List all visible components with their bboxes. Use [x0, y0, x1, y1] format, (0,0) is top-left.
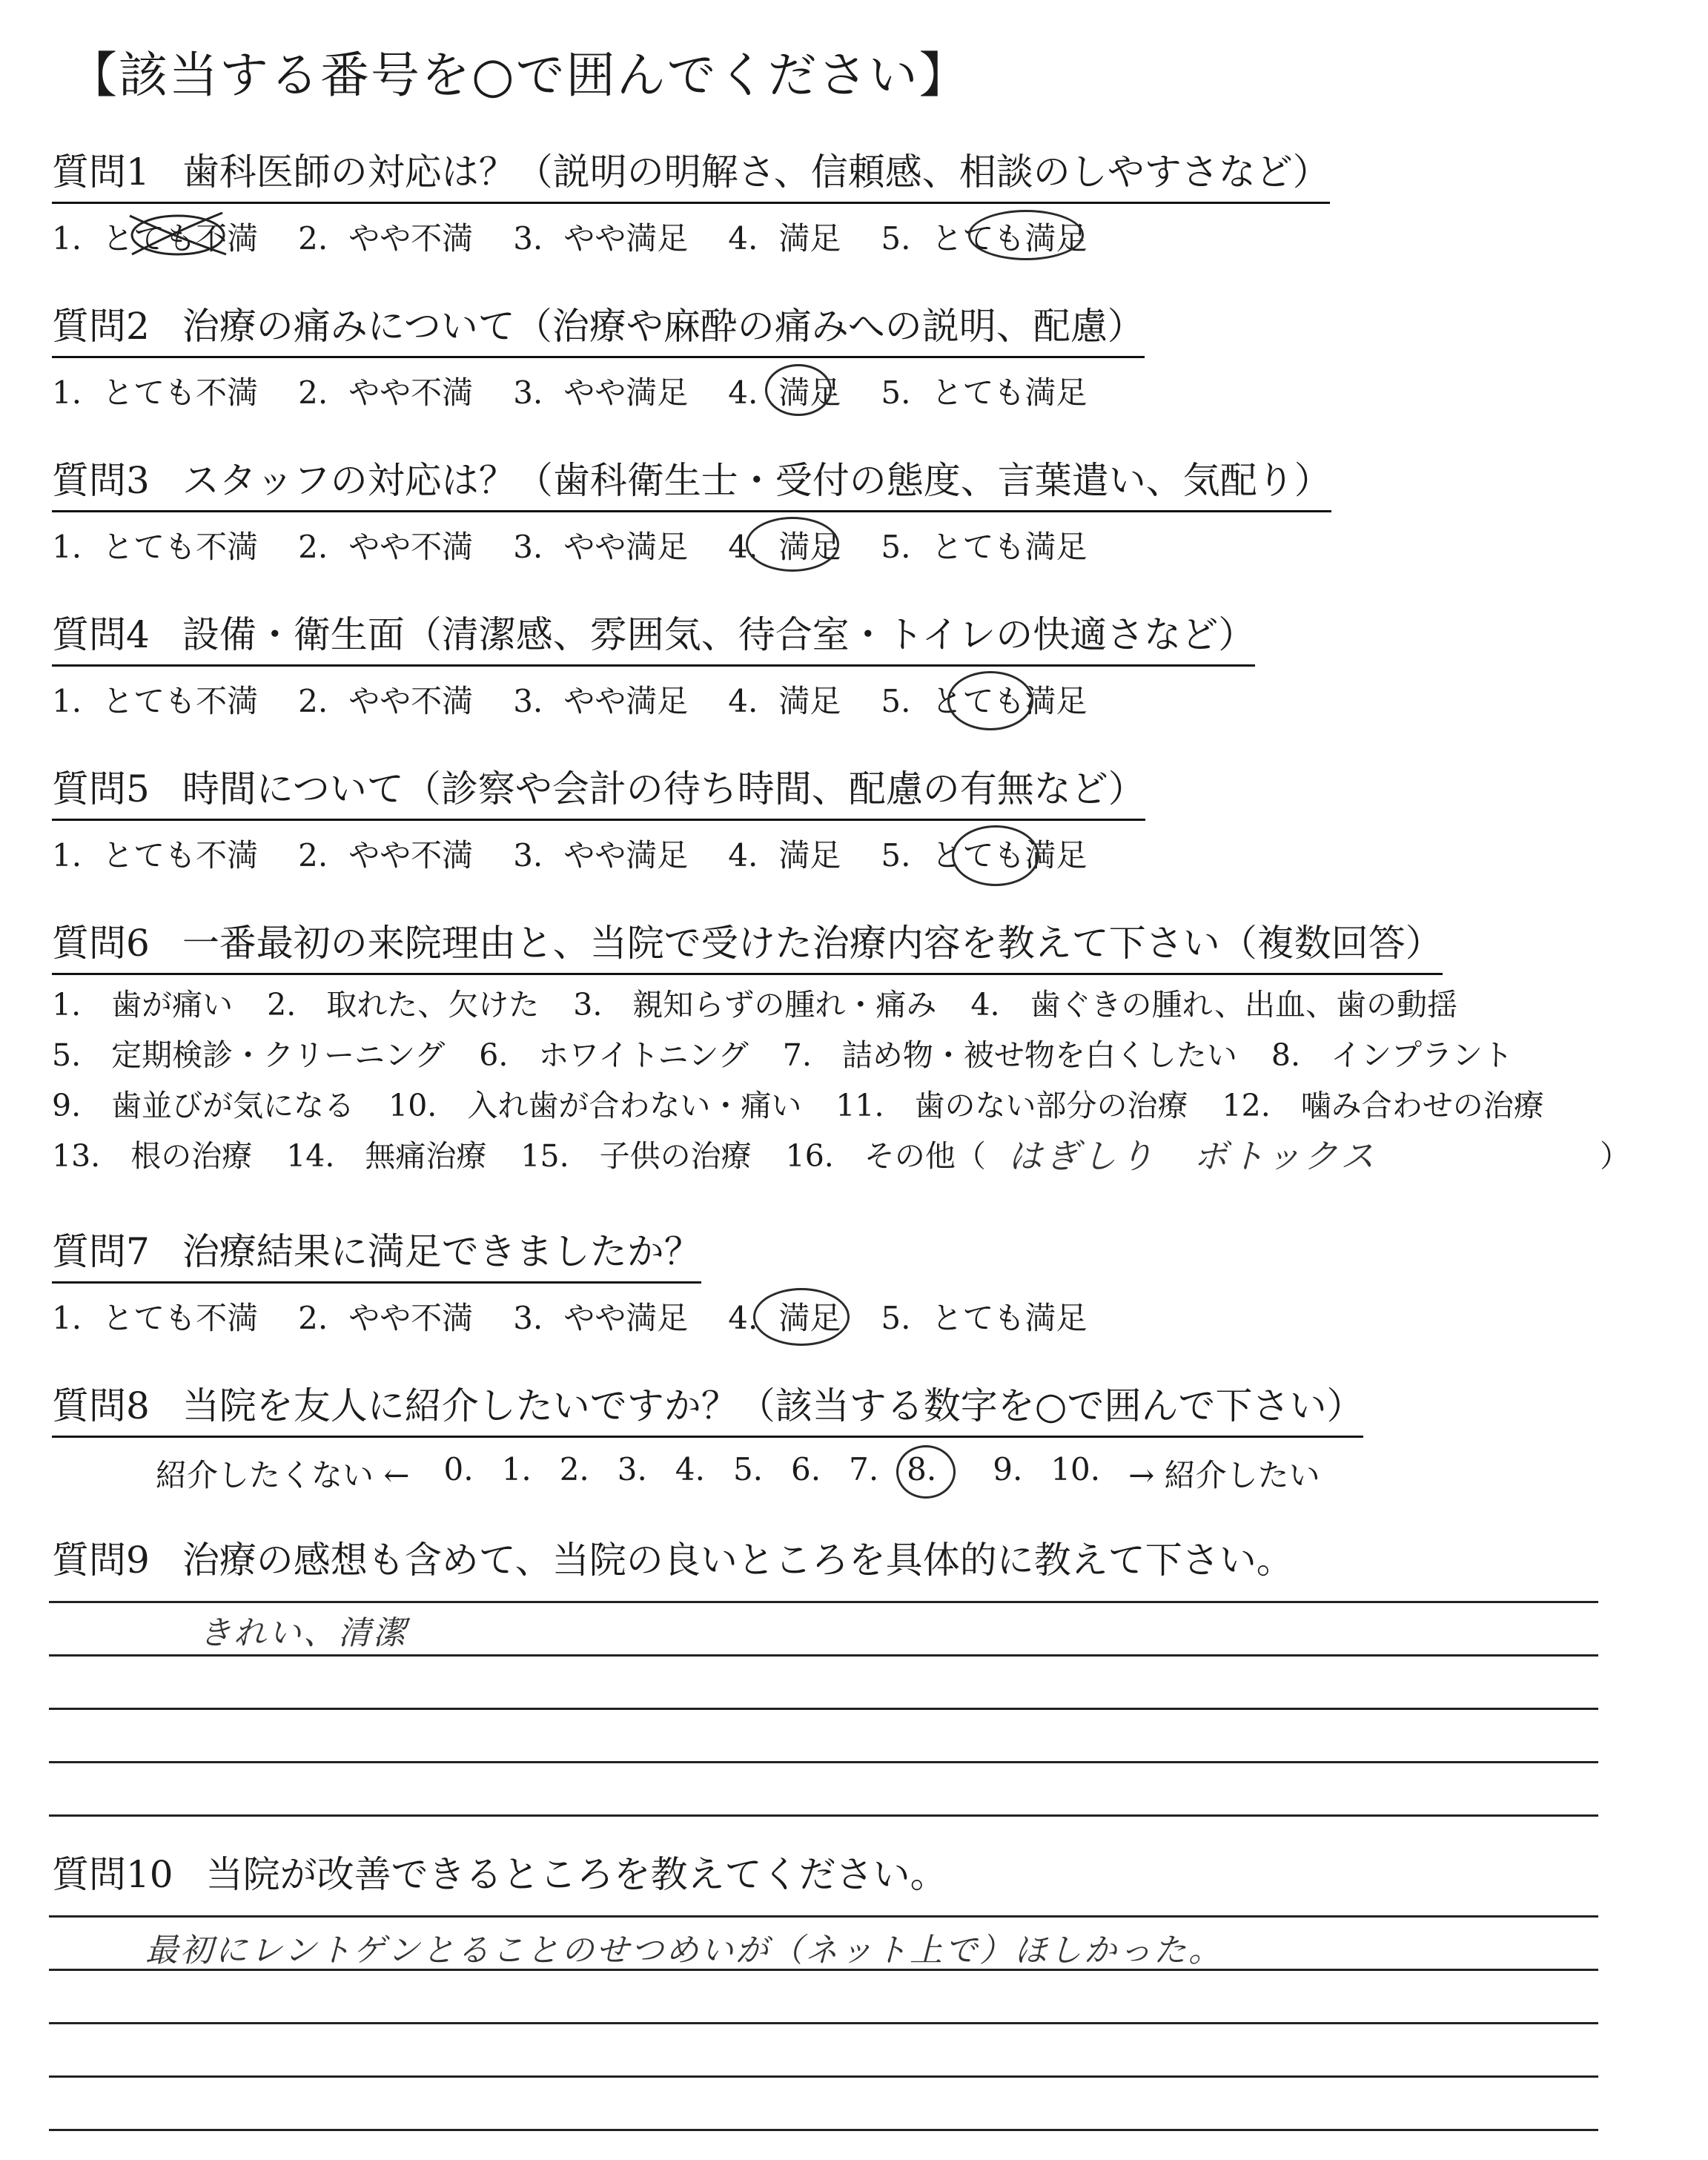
question-text: 一番最初の来院理由と、当院で受けた治療内容を教えて下さい（複数回答）: [182, 922, 1443, 965]
scale-right-label: → 紹介したい: [1128, 1457, 1320, 1493]
option-5[interactable]: 5. とても満足: [881, 1300, 1088, 1336]
reason-options: [52, 980, 1683, 1181]
option-3[interactable]: 3. やや満足: [513, 220, 689, 257]
question-number: 質問3: [52, 459, 150, 502]
q10-handwritten-answer: 最初にレントゲンとることのせつめいが（ネット上で）ほしかった。: [145, 1932, 1224, 1969]
option-2[interactable]: 2. やや不満: [298, 374, 474, 411]
question-text: スタッフの対応は？（歯科衛生士・受付の態度、言葉遣い、気配り）: [182, 459, 1331, 502]
question-text: 歯科医師の対応は？（説明の明解さ、信頼感、相談のしやすさなど）: [182, 151, 1330, 194]
other-answer-handwritten[interactable]: はぎしり ボトックス: [1007, 1136, 1377, 1176]
option-5[interactable]: 5. とても満足: [881, 374, 1088, 411]
option-item[interactable]: 7. 詰め物・被せ物を白くしたい: [782, 1037, 1237, 1073]
option-3[interactable]: 3. やや満足: [513, 529, 689, 565]
scale-3[interactable]: 3.: [617, 1451, 647, 1487]
option-item[interactable]: 5. 定期検診・クリーニング: [52, 1037, 446, 1073]
question-5: [52, 759, 1683, 876]
options-row: [52, 1131, 1683, 1181]
scale-0[interactable]: 0.: [443, 1451, 474, 1487]
scale-4[interactable]: 4.: [675, 1451, 705, 1487]
scale-5[interactable]: 5.: [732, 1451, 764, 1487]
question-text: 当院を友人に紹介したいですか？（該当する数字を○で囲んで下さい）: [182, 1384, 1364, 1427]
question-4-heading: [52, 605, 1255, 667]
option-other-close: ）: [1599, 1138, 1630, 1174]
option-2[interactable]: 2. やや不満: [298, 683, 474, 719]
question-1-heading: [52, 142, 1330, 204]
option-item[interactable]: 9. 歯並びが気になる: [52, 1088, 355, 1123]
scale-8[interactable]: 8.: [907, 1451, 964, 1496]
rating-options: [52, 1294, 1683, 1338]
question-text: 時間について（診察や会計の待ち時間、配慮の有無など）: [182, 767, 1145, 810]
options-row: [52, 1080, 1683, 1131]
option-1[interactable]: 1. とても不満: [52, 529, 259, 565]
option-2[interactable]: 2. やや不満: [298, 220, 474, 257]
option-item[interactable]: 3. 親知らずの腫れ・痛み: [573, 987, 937, 1023]
option-4[interactable]: 4. 満足: [728, 837, 841, 873]
question-text: 設備・衛生面（清潔感、雰囲気、待合室・トイレの快適さなど）: [182, 613, 1256, 656]
option-item[interactable]: 14. 無痛治療: [286, 1138, 487, 1174]
option-item[interactable]: 12. 噛み合わせの治療: [1222, 1088, 1544, 1123]
option-item[interactable]: 2. 取れた、欠けた: [267, 987, 540, 1023]
option-2[interactable]: 2. やや不満: [298, 529, 474, 565]
option-item[interactable]: 13. 根の治療: [52, 1138, 253, 1174]
option-5[interactable]: 5. とても満足: [881, 677, 1087, 721]
question-text: 当院が改善できるところを教えてください。: [205, 1853, 947, 1896]
option-3[interactable]: 3. やや満足: [513, 837, 689, 873]
option-item[interactable]: 10. 入れ歯が合わない・痛い: [388, 1088, 802, 1123]
question-7: [52, 1222, 1683, 1338]
question-number: 質問6: [52, 922, 150, 965]
option-4[interactable]: 4. 満足: [728, 1294, 841, 1338]
question-number: 質問10: [52, 1853, 173, 1896]
question-6: [52, 914, 1683, 1181]
option-4[interactable]: 4. 満足: [728, 220, 841, 257]
scale-1[interactable]: 1.: [501, 1451, 532, 1487]
option-4[interactable]: 4. 満足: [728, 683, 841, 719]
option-1[interactable]: 1. とても不満: [52, 1300, 259, 1336]
option-item[interactable]: 8. インプラント: [1271, 1037, 1513, 1073]
question-7-heading: [52, 1222, 701, 1284]
q9-handwritten-answer: きれい、清潔: [199, 1614, 408, 1652]
option-4[interactable]: 4. 満足: [728, 523, 841, 567]
question-4: [52, 605, 1683, 721]
question-text: 治療の感想も含めて、当院の良いところを具体的に教えて下さい。: [182, 1539, 1294, 1582]
rating-options: [52, 677, 1683, 721]
question-3-heading: [52, 451, 1331, 512]
rating-options: [52, 831, 1683, 876]
option-item[interactable]: 11. 歯のない部分の治療: [835, 1088, 1188, 1123]
option-2[interactable]: 2. やや不満: [298, 837, 474, 873]
question-2: [52, 297, 1683, 413]
option-other-label: 16. その他（: [785, 1138, 986, 1174]
scale-left-label: 紹介したくない ←: [156, 1457, 410, 1493]
question-number: 質問7: [52, 1230, 150, 1273]
question-number: 質問9: [52, 1539, 150, 1582]
question-2-heading: [52, 297, 1145, 358]
question-number: 質問4: [52, 613, 150, 656]
option-4[interactable]: 4. 満足: [728, 369, 841, 413]
answer-lines-q9[interactable]: [49, 1550, 1598, 1817]
question-6-heading: [52, 914, 1443, 975]
option-item[interactable]: 15. 子供の治療: [520, 1138, 752, 1174]
option-item[interactable]: 1. 歯が痛い: [52, 987, 234, 1023]
rating-options: [52, 369, 1683, 413]
question-1: [52, 142, 1683, 259]
option-1[interactable]: 1. とても不満: [52, 374, 259, 411]
option-5[interactable]: 5. とても満足: [881, 214, 1087, 259]
scale-6[interactable]: 6.: [791, 1451, 821, 1487]
scale-9[interactable]: 9.: [993, 1451, 1023, 1487]
recommend-scale: [52, 1451, 1683, 1496]
option-1[interactable]: 1. とても不満: [52, 837, 259, 873]
options-row: [52, 980, 1683, 1030]
option-item[interactable]: 4. 歯ぐきの腫れ、出血、歯の動揺: [970, 987, 1457, 1023]
answer-lines-q10[interactable]: [49, 1864, 1598, 2131]
scale-7[interactable]: 7.: [849, 1451, 879, 1487]
option-2[interactable]: 2. やや不満: [298, 1300, 474, 1336]
question-3: [52, 451, 1683, 567]
option-1[interactable]: 1. とても不満: [52, 683, 259, 719]
option-3[interactable]: 3. やや満足: [513, 1300, 689, 1336]
question-number: 質問8: [52, 1384, 150, 1427]
question-8-heading: [52, 1376, 1363, 1438]
option-5[interactable]: 5. とても満足: [881, 529, 1088, 565]
question-text: 治療結果に満足できましたか？: [182, 1230, 701, 1273]
option-1[interactable]: 1. とても不満: [52, 214, 258, 259]
question-number: 質問5: [52, 767, 150, 810]
scale-2[interactable]: 2.: [559, 1451, 589, 1487]
scale-10[interactable]: 10.: [1050, 1451, 1101, 1487]
question-5-heading: [52, 759, 1145, 821]
question-text: 治療の痛みについて（治療や麻酔の痛みへの説明、配慮）: [182, 305, 1145, 348]
rating-options: [52, 214, 1683, 259]
rating-options: [52, 523, 1683, 567]
question-number: 質問2: [52, 305, 150, 348]
question-8: [52, 1376, 1683, 1496]
option-3[interactable]: 3. やや満足: [513, 683, 689, 719]
option-3[interactable]: 3. やや満足: [513, 374, 689, 411]
page-title: 【該当する番号を○で囲んでください】: [68, 47, 970, 104]
question-number: 質問1: [52, 151, 150, 194]
option-item[interactable]: 6. ホワイトニング: [479, 1037, 749, 1073]
options-row: [52, 1030, 1683, 1080]
option-5[interactable]: 5. とても満足: [881, 831, 1087, 876]
